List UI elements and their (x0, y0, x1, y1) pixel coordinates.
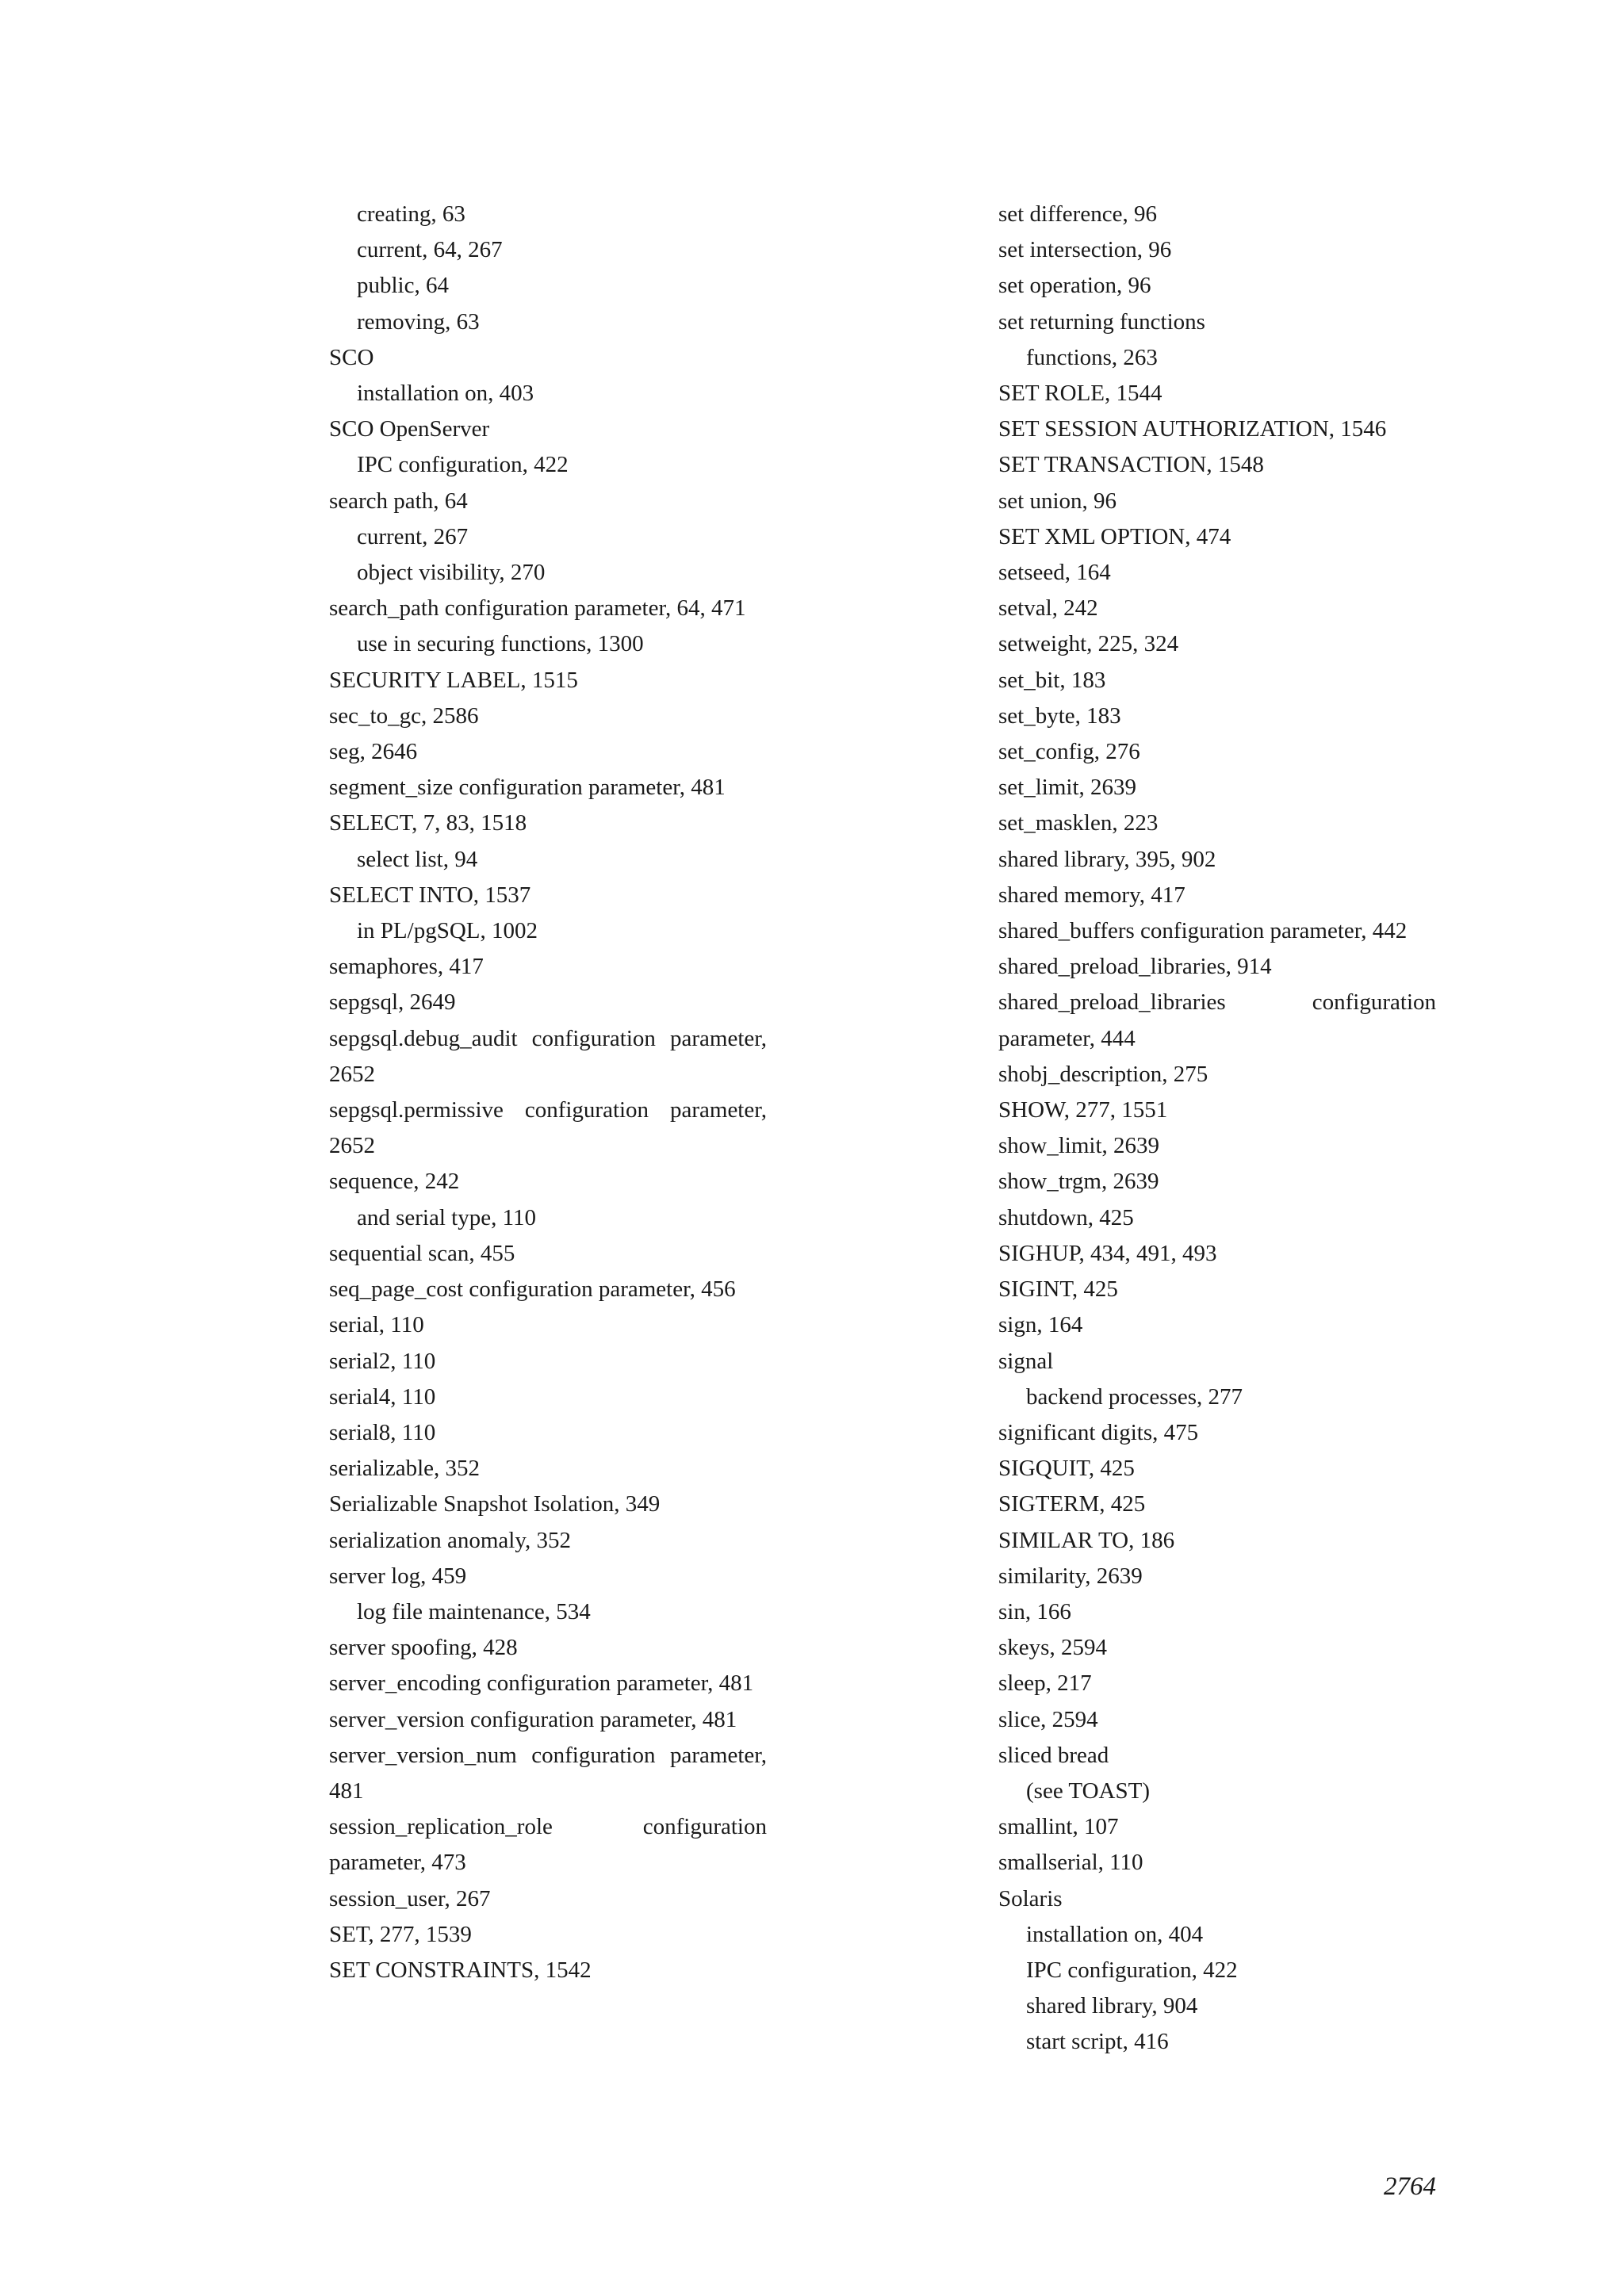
index-entry: SIGTERM, 425 (998, 1491, 1146, 1517)
index-entry: server spoofing, 428 (329, 1635, 518, 1661)
index-entry: sequence, 242 (329, 1169, 460, 1195)
index-subentry: installation on, 403 (357, 381, 534, 407)
index-entry: SIGINT, 425 (998, 1276, 1118, 1303)
index-entry: shared_preload_libraries configuration parameter, 444 (998, 989, 1436, 1051)
index-entry: skeys, 2594 (998, 1635, 1107, 1661)
index-subentry: functions, 263 (1026, 344, 1158, 370)
index-subentry: current, 64, 267 (357, 237, 503, 263)
index-entry: set intersection, 96 (998, 237, 1172, 263)
index-entry: seq_page_cost configuration parameter, 456 (329, 1276, 736, 1303)
index-entry: similarity, 2639 (998, 1563, 1143, 1589)
index-entry: segment_size configuration parameter, 481 (329, 775, 726, 801)
index-entry: sin, 166 (998, 1598, 1071, 1624)
index-subentry: use in securing functions, 1300 (357, 631, 644, 657)
index-entry: sequential scan, 455 (329, 1240, 515, 1266)
index-entry: sign, 164 (998, 1312, 1083, 1338)
index-entry: sepgsql.debug_audit configuration parameter, 2652 (329, 1025, 767, 1087)
index-entry: semaphores, 417 (329, 954, 484, 980)
index-entry: SCO (329, 344, 374, 370)
index-entry: SCO OpenServer (329, 416, 490, 442)
index-entry: server_encoding configuration parameter, 481 (329, 1670, 754, 1697)
index-entry: SIGQUIT, 425 (998, 1456, 1135, 1482)
index-entry: serial2, 110 (329, 1348, 436, 1374)
index-entry: Serializable Snapshot Isolation, 349 (329, 1491, 661, 1517)
index-subentry: backend processes, 277 (1026, 1383, 1243, 1410)
index-entry: set_bit, 183 (998, 667, 1106, 693)
index-entry: set union, 96 (998, 488, 1117, 514)
index-entry: significant digits, 475 (998, 1419, 1199, 1445)
index-subentry: creating, 63 (357, 201, 465, 227)
index-entry: serial8, 110 (329, 1419, 436, 1445)
index-subentry: removing, 63 (357, 308, 480, 335)
index-subentry: installation on, 404 (1026, 1921, 1204, 1947)
index-entry: SECURITY LABEL, 1515 (329, 667, 578, 693)
index-column-left (329, 197, 767, 1988)
index-entry: setseed, 164 (998, 560, 1111, 586)
index-entry: setval, 242 (998, 595, 1098, 622)
index-entry: set_masklen, 223 (998, 810, 1159, 836)
index-entry: SET SESSION AUTHORIZATION, 1546 (998, 416, 1387, 442)
index-entry: SELECT INTO, 1537 (329, 882, 531, 908)
index-entry: setweight, 225, 324 (998, 631, 1179, 657)
index-entry: sec_to_gc, 2586 (329, 702, 479, 729)
index-entry: SET ROLE, 1544 (998, 381, 1162, 407)
index-subentry: (see TOAST) (1026, 1777, 1150, 1804)
index-subentry: shared library, 904 (1026, 1993, 1198, 2019)
index-entry: set operation, 96 (998, 273, 1151, 299)
index-entry: search path, 64 (329, 488, 468, 514)
index-entry: show_limit, 2639 (998, 1133, 1160, 1159)
index-entry: slice, 2594 (998, 1706, 1098, 1732)
index-entry: seg, 2646 (329, 739, 418, 765)
index-entry: show_trgm, 2639 (998, 1169, 1159, 1195)
index-entry: shared_buffers configuration parameter, 442 (998, 918, 1408, 944)
index-entry: server_version_num configuration parameter, 481 (329, 1742, 767, 1804)
index-entry: shutdown, 425 (998, 1204, 1134, 1230)
index-subentry: object visibility, 270 (357, 560, 546, 586)
index-entry: SHOW, 277, 1551 (998, 1097, 1168, 1123)
index-subentry: in PL/pgSQL, 1002 (357, 918, 538, 944)
index-subentry: current, 267 (357, 523, 469, 549)
index-entry: SIMILAR TO, 186 (998, 1527, 1175, 1553)
index-entry: set_byte, 183 (998, 702, 1121, 729)
index-entry: serialization anomaly, 352 (329, 1527, 571, 1553)
index-entry: set difference, 96 (998, 201, 1157, 227)
page-number: 2764 (1384, 2172, 1436, 2201)
index-entry: shared_preload_libraries, 914 (998, 954, 1272, 980)
index-subentry: IPC configuration, 422 (357, 452, 569, 478)
index-entry: smallint, 107 (998, 1814, 1119, 1840)
index-entry: serial, 110 (329, 1312, 424, 1338)
index-subentry: log file maintenance, 534 (357, 1598, 591, 1624)
index-entry: serial4, 110 (329, 1383, 436, 1410)
index-entry: set_config, 276 (998, 739, 1140, 765)
index-entry: session_user, 267 (329, 1885, 491, 1911)
index-entry: server log, 459 (329, 1563, 467, 1589)
index-entry: smallserial, 110 (998, 1850, 1143, 1876)
index-entry: signal (998, 1348, 1054, 1374)
index-entry: SELECT, 7, 83, 1518 (329, 810, 527, 836)
index-entry: SET CONSTRAINTS, 1542 (329, 1957, 592, 1983)
index-entry: shared memory, 417 (998, 882, 1185, 908)
index-subentry: and serial type, 110 (357, 1204, 537, 1230)
index-entry: set returning functions (998, 308, 1205, 335)
index-entry: shared library, 395, 902 (998, 846, 1216, 872)
index-column-right (998, 197, 1436, 2061)
index-entry: set_limit, 2639 (998, 775, 1136, 801)
index-subentry: select list, 94 (357, 846, 478, 872)
index-entry: sliced bread (998, 1742, 1109, 1768)
index-entry: session_replication_role configuration parameter, 473 (329, 1814, 767, 1876)
index-entry: serializable, 352 (329, 1456, 481, 1482)
index-subentry: IPC configuration, 422 (1026, 1957, 1238, 1983)
index-entry: SET TRANSACTION, 1548 (998, 452, 1264, 478)
index-entry: sepgsql, 2649 (329, 989, 456, 1016)
index-subentry: public, 64 (357, 273, 449, 299)
index-entry: server_version configuration parameter, 481 (329, 1706, 737, 1732)
index-entry: SIGHUP, 434, 491, 493 (998, 1240, 1217, 1266)
index-entry: Solaris (998, 1885, 1063, 1911)
index-entry: shobj_description, 275 (998, 1061, 1208, 1087)
index-entry: sleep, 217 (998, 1670, 1092, 1697)
index-entry: search_path configuration parameter, 64, 471 (329, 595, 746, 622)
index-entry: SET, 277, 1539 (329, 1921, 472, 1947)
index-entry: SET XML OPTION, 474 (998, 523, 1231, 549)
index-subentry: start script, 416 (1026, 2029, 1169, 2055)
index-entry: sepgsql.permissive configuration parameter, 2652 (329, 1097, 767, 1159)
